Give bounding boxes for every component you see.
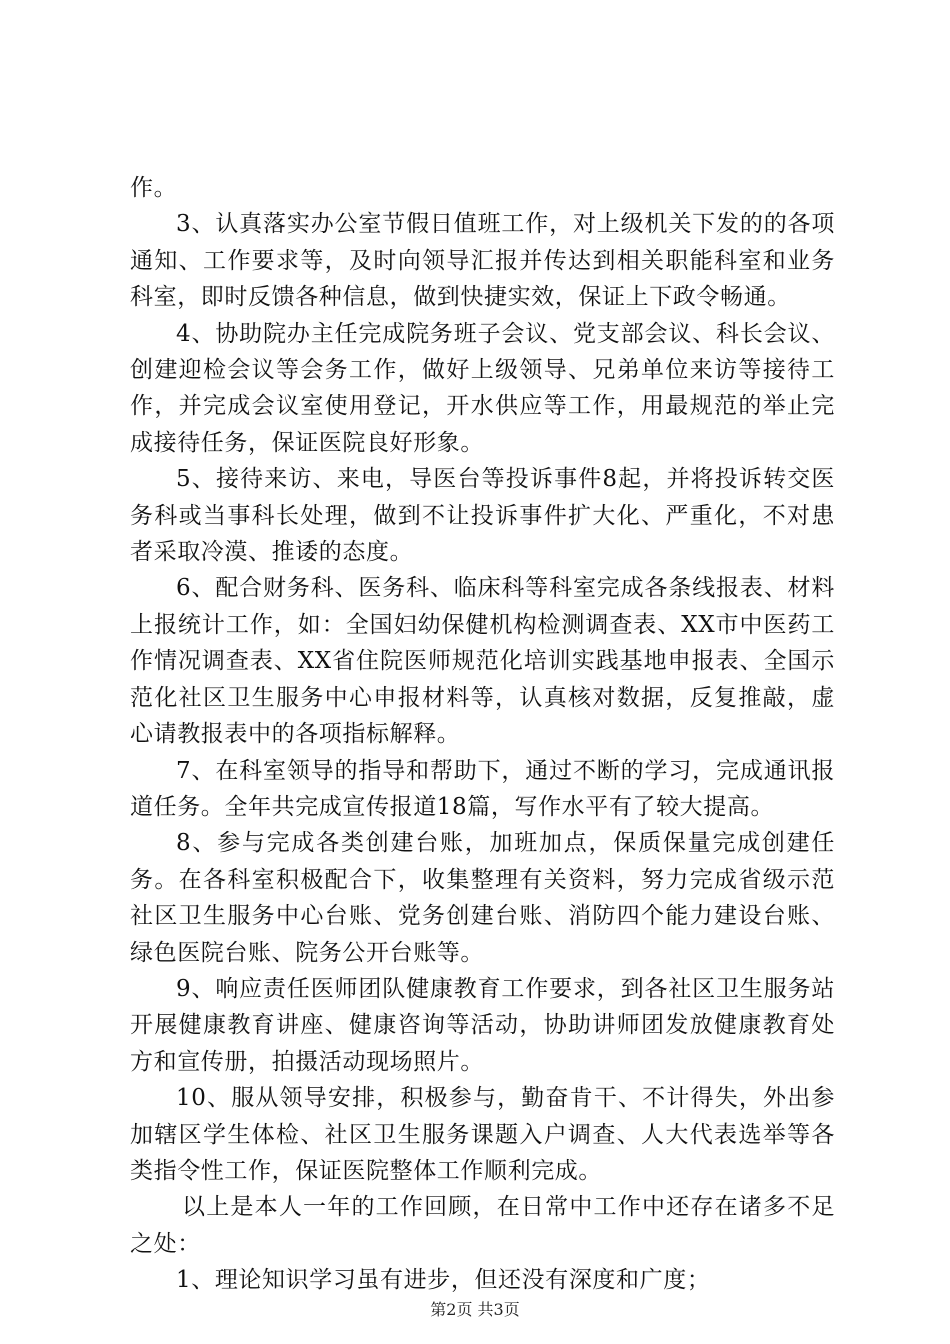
paragraph-item-3: 3、认真落实办公室节假日值班工作，对上级机关下发的的各项通知、工作要求等，及时向领导汇报并传达到相关职能科室和业务科室，即时反馈各种信息，做到快捷实效，保证上下政令畅通。 (130, 211, 835, 311)
paragraph-summary: 以上是本人一年的工作回顾，在日常中工作中还存在诸多不足之处： (130, 1194, 835, 1257)
paragraph-item-7: 7、在科室领导的指导和帮助下，通过不断的学习，完成通讯报道任务。全年共完成宣传报道18篇，写作水平有了较大提高。 (130, 757, 835, 820)
paragraph-item-9: 9、响应责任医师团队健康教育工作要求，到各社区卫生服务站开展健康教育讲座、健康咨询等活动，协助讲师团发放健康教育处方和宣传册，拍摄活动现场照片。 (130, 975, 835, 1075)
paragraph-item-6: 6、配合财务科、医务科、临床科等科室完成各条线报表、材料上报统计工作，如：全国妇幼保健机构检测调查表、XX市中医药工作情况调查表、XX省住院医师规范化培训实践基地申报表、全国示范化社区卫生服务中心申报材料等，认真核对数据，反复推敲，虚心请教报表中的各项指标解释。 (130, 575, 835, 748)
paragraph-item-4: 4、协助院办主任完成院务班子会议、党支部会议、科长会议、创建迎检会议等会务工作，做好上级领导、兄弟单位来访等接待工作，并完成会议室使用登记，开水供应等工作，用最规范的举止完成接待任务，保证医院良好形象。 (130, 320, 835, 456)
paragraph-shortcoming-1: 1、理论知识学习虽有进步，但还没有深度和广度； (176, 1267, 711, 1294)
document-body (130, 170, 835, 1299)
page-footer: 第2页 共3页 (430, 1300, 520, 1319)
paragraph-item-10: 10、服从领导安排，积极参与，勤奋肯干、不计得失，外出参加辖区学生体检、社区卫生服务课题入户调查、人大代表选举等各类指令性工作，保证医院整体工作顺利完成。 (130, 1085, 835, 1184)
paragraph-continuation: 作。 (130, 175, 178, 201)
paragraph-item-5: 5、接待来访、来电，导医台等投诉事件8起，并将投诉转交医务科或当事科长处理，做到不让投诉事件扩大化、严重化，不对患者采取冷漠、推诿的态度。 (130, 466, 835, 566)
paragraph-item-8: 8、参与完成各类创建台账，加班加点，保质保量完成创建任务。在各科室积极配合下，收集整理有关资料，努力完成省级示范社区卫生服务中心台账、党务创建台账、消防四个能力建设台账、绿色医院台账、院务公开台账等。 (130, 830, 835, 966)
